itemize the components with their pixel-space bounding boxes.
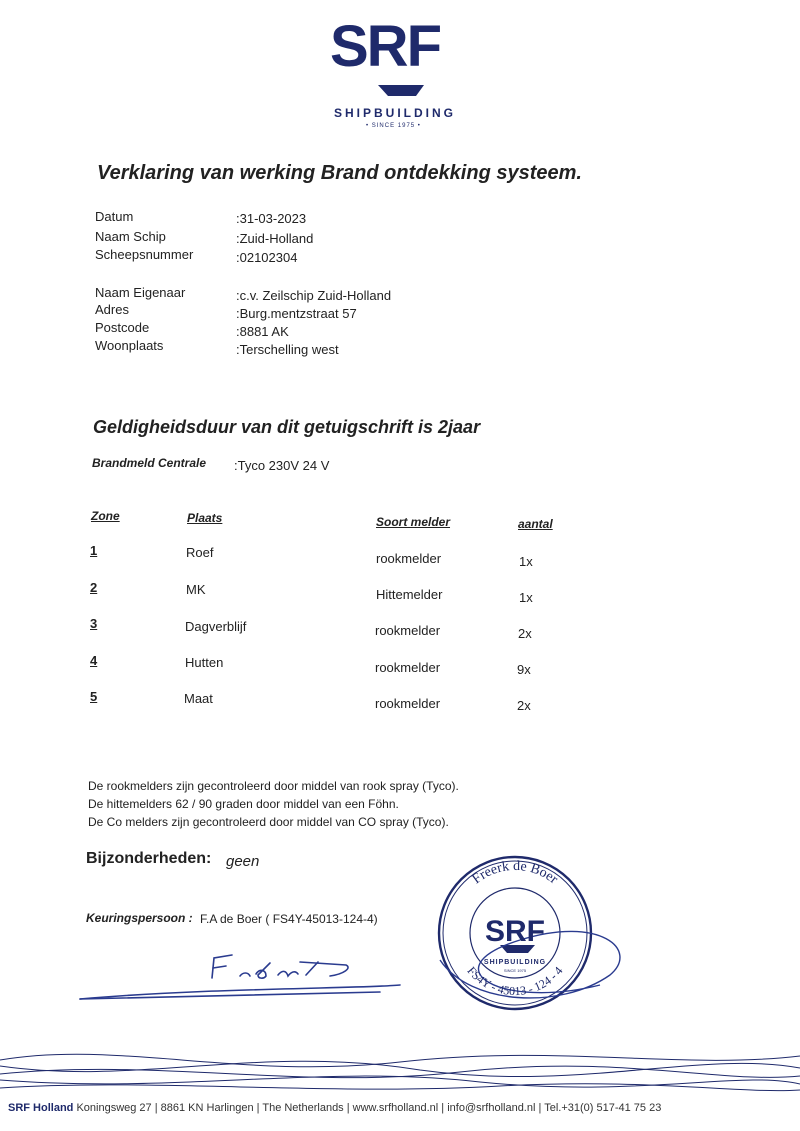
table-cell-type: rookmelder <box>375 696 441 711</box>
table-cell-count: 2x <box>518 626 532 641</box>
stamp-bottom-text: FS4Y - 45013 - 124 - 4 <box>464 963 566 999</box>
field-value-woonplaats: :Terschelling west <box>236 342 339 357</box>
field-label-scheepsnummer: Scheepsnummer <box>95 247 194 262</box>
table-cell-place: Roef <box>186 545 214 560</box>
table-cell-count: 2x <box>517 698 531 713</box>
central-value: :Tyco 230V 24 V <box>234 458 330 473</box>
logo-since: • SINCE 1975 • <box>366 123 421 129</box>
stamp-since: SINCE 1975 <box>503 968 527 973</box>
field-label-naam-eigenaar: Naam Eigenaar <box>95 285 186 300</box>
logo-tagline: SHIPBUILDING <box>334 106 457 120</box>
footer-details: Koningsweg 27 | 8861 KN Harlingen | The Netherlands | www.srfholland.nl | info@srfholland.nl | Tel.+31(0) 517-41 75 23 <box>73 1102 662 1114</box>
logo-brand: SRF <box>330 14 440 79</box>
stamp-tagline: SHIPBUILDING <box>483 959 547 966</box>
remarks-label: Bijzonderheden: <box>86 850 212 867</box>
field-value-adres: :Burg.mentzstraat 57 <box>236 306 357 321</box>
signature <box>80 955 400 999</box>
table-cell-zone: 4 <box>90 653 98 668</box>
field-value-postcode: :8881 AK <box>236 324 289 339</box>
field-value-scheepsnummer: :02102304 <box>236 250 298 265</box>
table-cell-type: Hittemelder <box>376 587 443 602</box>
table-cell-place: Dagverblijf <box>185 619 247 634</box>
field-value-naam-eigenaar: :c.v. Zeilschip Zuid-Holland <box>236 288 392 303</box>
field-label-naam-schip: Naam Schip <box>95 229 166 244</box>
table-cell-zone: 2 <box>90 580 98 595</box>
inspector-value: F.A de Boer ( FS4Y-45013-124-4) <box>200 912 378 926</box>
table-cell-count: 1x <box>519 590 533 605</box>
note-line: De hittemelders 62 / 90 graden door middel van een Föhn. <box>88 797 399 811</box>
table-header-zone: Zone <box>91 509 120 523</box>
note-line: De rookmelders zijn gecontroleerd door middel van rook spray (Tyco). <box>88 779 459 793</box>
table-cell-type: rookmelder <box>375 623 441 638</box>
footer-company: SRF Holland <box>8 1102 74 1114</box>
field-value-naam-schip: :Zuid-Holland <box>236 231 314 246</box>
field-label-postcode: Postcode <box>95 320 150 335</box>
field-label-woonplaats: Woonplaats <box>95 338 164 353</box>
remarks-value: geen <box>226 853 260 870</box>
table-cell-place: Maat <box>184 691 213 706</box>
table-header-count: aantal <box>518 517 553 531</box>
document-title: Verklaring van werking Brand ontdekking systeem. <box>97 162 582 184</box>
table-cell-zone: 3 <box>90 616 98 631</box>
table-cell-count: 1x <box>519 554 533 569</box>
stamp-top-text: Freerk de Boer <box>469 858 561 888</box>
table-cell-place: Hutten <box>185 655 224 670</box>
table-header-type: Soort melder <box>376 515 451 529</box>
table-cell-place: MK <box>186 582 206 597</box>
footer-address <box>8 1102 661 1114</box>
field-label-datum: Datum <box>95 209 134 224</box>
field-value-datum: :31-03-2023 <box>236 211 307 226</box>
table-cell-zone: 1 <box>90 543 98 558</box>
inspector-label: Keuringspersoon : <box>86 911 193 925</box>
table-cell-count: 9x <box>517 662 531 677</box>
footer-waves <box>0 1054 800 1090</box>
note-line: De Co melders zijn gecontroleerd door middel van CO spray (Tyco). <box>88 815 449 829</box>
stamp-brand: SRF <box>485 915 545 948</box>
table-cell-zone: 5 <box>90 689 98 704</box>
field-label-adres: Adres <box>95 302 129 317</box>
table-header-place: Plaats <box>187 511 223 525</box>
table-cell-type: rookmelder <box>375 660 441 675</box>
central-label: Brandmeld Centrale <box>92 456 207 470</box>
table-cell-type: rookmelder <box>376 551 442 566</box>
validity-heading: Geldigheidsduur van dit getuigschrift is 2jaar <box>93 417 481 437</box>
